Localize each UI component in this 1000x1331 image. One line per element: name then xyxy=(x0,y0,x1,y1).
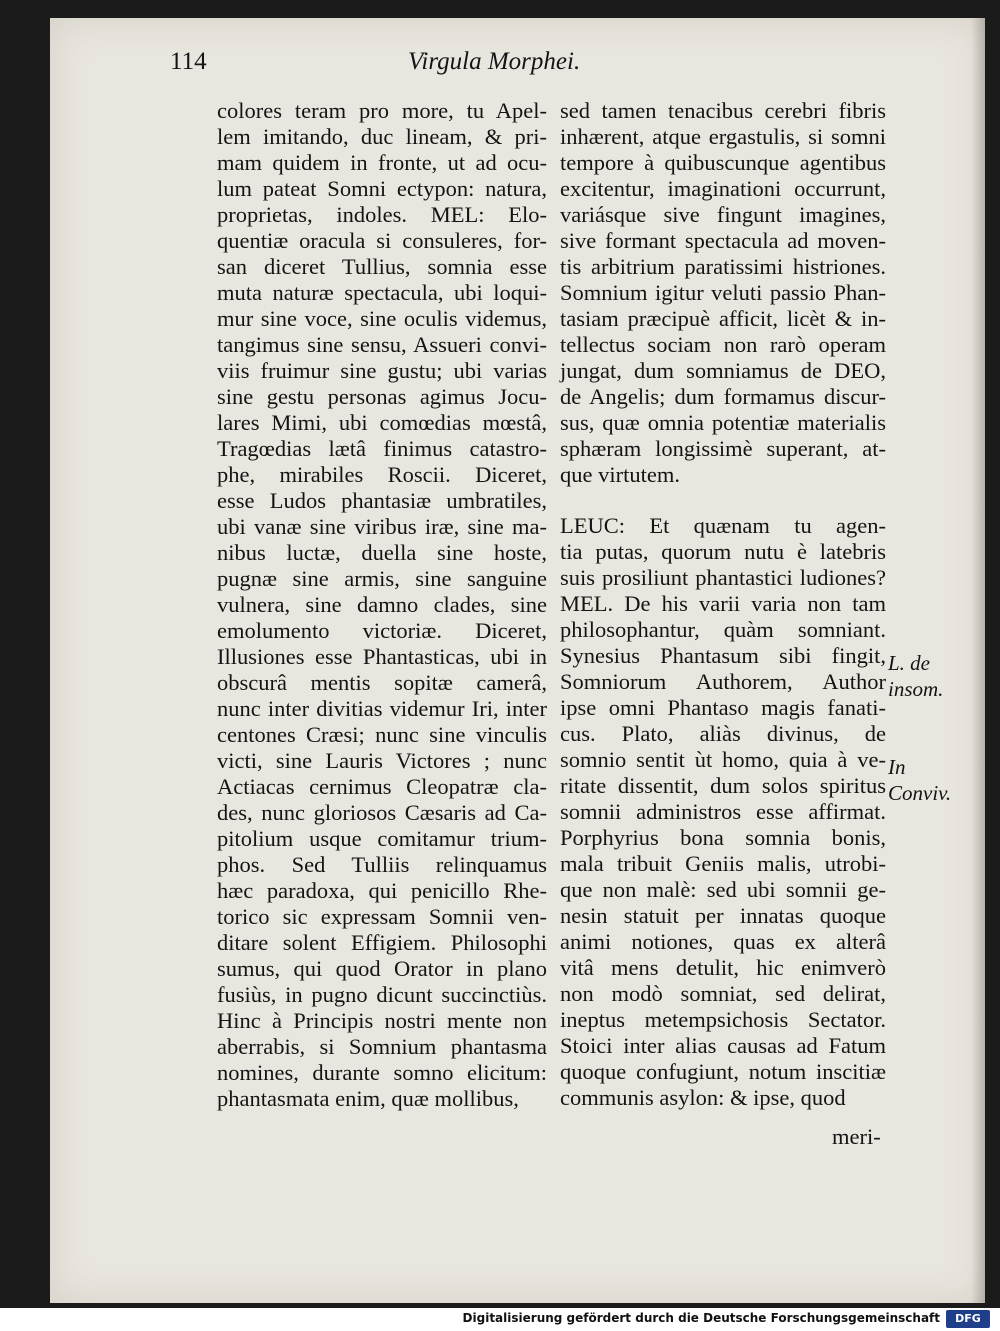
text-line: ubi vanæ sine viribus iræ, sine ma- xyxy=(217,514,547,539)
text-line: viis fruimur sine gustu; ubi varias xyxy=(217,358,547,383)
text-line: ditare solent Effigiem. Philosophi xyxy=(217,930,547,955)
text-line: des, nunc gloriosos Cæsaris ad Ca- xyxy=(217,800,547,825)
text-line: emolumento victoriæ. Diceret, xyxy=(217,618,547,643)
margin-note-insom: insom. xyxy=(888,677,944,701)
text-line: pitolium usque comitamur trium- xyxy=(217,826,547,851)
margin-note-conviv: Conviv. xyxy=(888,781,952,805)
text-line: mala tribuit Geniis malis, utrobi- xyxy=(560,851,886,876)
footer-bar xyxy=(0,1308,1000,1331)
text-line: ipse omni Phantaso magis fanati- xyxy=(560,695,886,720)
text-line: obscurâ mentis sopitæ camerâ, xyxy=(217,670,547,695)
text-line: excitentur, imaginationi occurrunt, xyxy=(560,176,886,201)
text-line: somnii administros esse affirmat. xyxy=(560,799,886,824)
running-title: Virgula Morphei. xyxy=(408,48,581,75)
text-line: vitâ mens detulit, hic enimverò xyxy=(560,955,886,980)
text-line: animi notiones, quas ex alterâ xyxy=(560,929,886,954)
text-line: colores teram pro more, tu Apel- xyxy=(217,98,547,123)
text-line: mam quidem in fronte, ut ad ocu- xyxy=(217,150,547,175)
text-line: torico sic expressam Somnii ven- xyxy=(217,904,547,929)
text-line: Somnium igitur veluti passio Phan- xyxy=(560,280,886,305)
text-line: MEL. De his varii varia non tam xyxy=(560,591,886,616)
text-line: vulnera, sine damno clades, sine xyxy=(217,592,547,617)
text-line: phos. Sed Tulliis relinquamus xyxy=(217,852,547,877)
text-line: sphæram longissimè superant, at- xyxy=(560,436,886,461)
text-line: ritate dissentit, dum solos spiritus xyxy=(560,773,886,798)
text-line: inhærent, atque ergastulis, si somni xyxy=(560,124,886,149)
text-line: quentiæ oracula si consuleres, for- xyxy=(217,228,547,253)
dfg-logo-icon: DFG xyxy=(946,1310,990,1328)
text-line: sus, quæ omnia potentiæ materialis xyxy=(560,410,886,435)
text-line: jungat, dum somniamus de DEO, xyxy=(560,358,886,383)
text-line: sumus, qui quod Orator in plano xyxy=(217,956,547,981)
text-line: tellectus sociam non rarò operam xyxy=(560,332,886,357)
funding-notice: Digitalisierung gefördert durch die Deutsche Forschungsgemeinschaft xyxy=(462,1311,940,1325)
text-line: tis arbitrium paratissimi histriones. xyxy=(560,254,886,279)
text-line: suis prosiliunt phantastici ludiones? xyxy=(560,565,886,590)
text-line: nesin statuit per innatas quoque xyxy=(560,903,886,928)
text-line: sed tamen tenacibus cerebri fibris xyxy=(560,98,886,123)
margin-note-in: In xyxy=(888,755,906,779)
text-line: proprietas, indoles. MEL: Elo- xyxy=(217,202,547,227)
text-line: lares Mimi, ubi comœdias mœstâ, xyxy=(217,410,547,435)
text-line: centones Cræsi; nunc sine vinculis xyxy=(217,722,547,747)
text-line: Stoici inter alias causas ad Fatum xyxy=(560,1033,886,1058)
text-line: LEUC: Et quænam tu agen- xyxy=(560,513,886,538)
text-line: nibus luctæ, duella sine hoste, xyxy=(217,540,547,565)
text-line: esse Ludos phantasiæ umbratiles, xyxy=(217,488,547,513)
text-line: quoque confugiunt, notum inscitiæ xyxy=(560,1059,886,1084)
text-line: tasiam præcipuè afficit, licèt & in- xyxy=(560,306,886,331)
text-line: nomines, durante somno elicitum: xyxy=(217,1060,547,1085)
text-line: hæc paradoxa, qui penicillo Rhe- xyxy=(217,878,547,903)
text-line: Somniorum Authorem, Author xyxy=(560,669,886,694)
text-line: Illusiones esse Phantasticas, ubi in xyxy=(217,644,547,669)
text-line: Hinc à Principis nostri mente non xyxy=(217,1008,547,1033)
text-line: variásque sive fingunt imagines, xyxy=(560,202,886,227)
text-line: Porphyrius bona somnia bonis, xyxy=(560,825,886,850)
text-line: que non malè: sed ubi somnii ge- xyxy=(560,877,886,902)
catchword: meri- xyxy=(832,1124,881,1149)
text-line: Synesius Phantasum sibi fingit, xyxy=(560,643,886,668)
text-line: phantasmata enim, quæ mollibus, xyxy=(217,1086,519,1111)
text-line: de Angelis; dum formamus discur- xyxy=(560,384,886,409)
text-line: phe, mirabiles Roscii. Diceret, xyxy=(217,462,547,487)
text-line: cus. Plato, aliàs divinus, de xyxy=(560,721,886,746)
text-line: non modò somniat, sed delirat, xyxy=(560,981,886,1006)
text-line: que virtutem. xyxy=(560,462,680,487)
text-line: Tragœdias lætâ finimus catastro- xyxy=(217,436,547,461)
text-line: philosophantur, quàm somniant. xyxy=(560,617,886,642)
text-line: somnio sentit ùt homo, quia à ve- xyxy=(560,747,886,772)
text-line: tempore à quibuscunque agentibus xyxy=(560,150,886,175)
text-line: fusiùs, in pugno dicunt succinctiùs. xyxy=(217,982,547,1007)
text-line: Actiacas cernimus Cleopatræ cla- xyxy=(217,774,547,799)
text-line: tia putas, quorum nutu è latebris xyxy=(560,539,886,564)
text-line: aberrabis, si Somnium phantasma xyxy=(217,1034,547,1059)
text-line: victi, sine Lauris Victores ; nunc xyxy=(217,748,547,773)
text-line: mur sine voce, sine oculis videmus, xyxy=(217,306,547,331)
text-line: sive formant spectacula ad moven- xyxy=(560,228,886,253)
text-line: nunc inter divitias videmur Iri, inter xyxy=(217,696,547,721)
margin-note-l-de: L. de xyxy=(888,651,930,675)
text-line: san diceret Tullius, somnia esse xyxy=(217,254,547,279)
page-number: 114 xyxy=(170,48,207,75)
text-line: muta naturæ spectacula, ubi loqui- xyxy=(217,280,547,305)
text-line: lum pateat Somni ectypon: natura, xyxy=(217,176,547,201)
text-line: tangimus sine sensu, Assueri convi- xyxy=(217,332,547,357)
text-line: ineptus metempsichosis Sectator. xyxy=(560,1007,886,1032)
text-line: pugnæ sine armis, sine sanguine xyxy=(217,566,547,591)
text-line: sine gestu personas agimus Jocu- xyxy=(217,384,547,409)
text-line: lem imitando, duc lineam, & pri- xyxy=(217,124,547,149)
text-line: communis asylon: & ipse, quod xyxy=(560,1085,846,1110)
